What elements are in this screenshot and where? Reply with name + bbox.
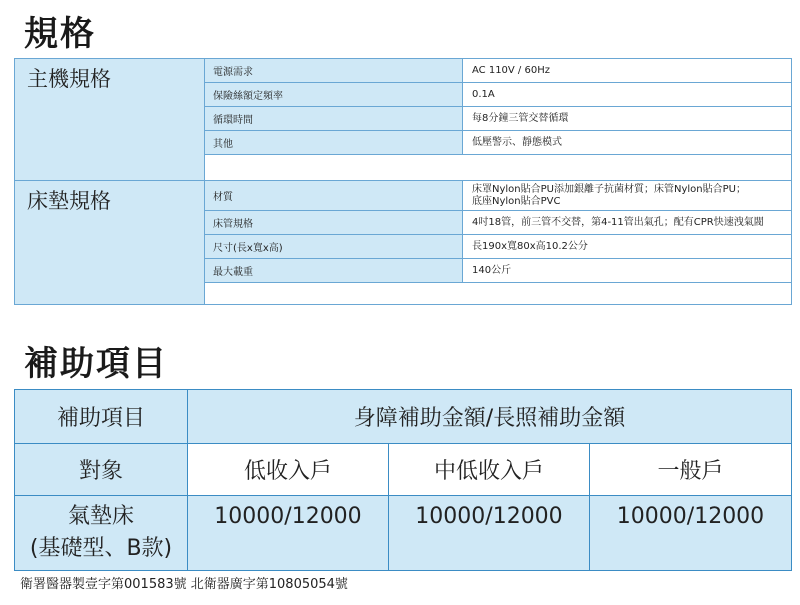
subsidy-target-mid-low-income: 中低收入戶 — [389, 444, 590, 496]
spec-row — [205, 259, 791, 283]
subsidy-item — [15, 496, 188, 570]
spec-value — [463, 181, 791, 210]
spec-value-line2: 底座Nylon貼合PVC — [472, 195, 561, 207]
spec-spacer-row — [205, 283, 791, 304]
subsidy-target-general: 一般戶 — [590, 444, 791, 496]
subsidy-amount-low-income: 10000/12000 — [188, 496, 389, 570]
license-footer: 衛署醫器製壹字第001583號 北衛器廣字第10805054號 — [20, 577, 348, 592]
spec-row — [205, 181, 791, 211]
spec-row — [205, 59, 791, 83]
spec-key: 材質 — [205, 181, 463, 210]
subsidy-target-low-income: 低收入戶 — [188, 444, 389, 496]
spec-value: 4吋18管，前三管不交替，第4-11管出氣孔；配有CPR快速洩氣閥 — [463, 211, 791, 234]
subsidy-header-amount: 身障補助金額/長照補助金額 — [188, 390, 791, 444]
spec-key: 床管規格 — [205, 211, 463, 234]
spec-value: 140公斤 — [463, 259, 791, 282]
spec-value: AC 110V / 60Hz — [463, 59, 791, 82]
spec-value: 低壓警示、靜態模式 — [463, 131, 791, 154]
spec-key: 其他 — [205, 131, 463, 154]
subsidy-amount-mid-low-income: 10000/12000 — [389, 496, 590, 570]
spec-value: 每8分鐘三管交替循環 — [463, 107, 791, 130]
spec-row — [205, 83, 791, 107]
spec-category-host: 主機規格 — [15, 59, 205, 181]
spec-key: 電源需求 — [205, 59, 463, 82]
spec-key: 循環時間 — [205, 107, 463, 130]
subsidy-header-label: 補助項目 — [15, 390, 188, 444]
subsidy-amount-general: 10000/12000 — [590, 496, 791, 570]
spec-key: 最大載重 — [205, 259, 463, 282]
spec-row — [205, 107, 791, 131]
spec-value: 長190x寬80x高10.2公分 — [463, 235, 791, 258]
spec-row — [205, 211, 791, 235]
subsidy-section-title: 補助項目 — [24, 344, 168, 384]
spec-row — [205, 131, 791, 155]
spec-value-line1: 床罩Nylon貼合PU添加銀離子抗菌材質；床管Nylon貼合PU； — [472, 183, 746, 195]
spec-value: 0.1A — [463, 83, 791, 106]
spec-row — [205, 235, 791, 259]
spec-table — [14, 58, 792, 305]
spec-category-mattress: 床墊規格 — [15, 181, 205, 304]
subsidy-target-label: 對象 — [15, 444, 188, 496]
subsidy-table — [14, 389, 792, 571]
spec-section-title: 規格 — [24, 14, 96, 54]
spec-key: 尺寸(長x寬x高) — [205, 235, 463, 258]
subsidy-item-name: 氣墊床 — [67, 504, 134, 529]
subsidy-item-model: (基礎型、B款) — [29, 536, 173, 561]
spec-key: 保險絲額定頻率 — [205, 83, 463, 106]
spec-spacer-row — [205, 155, 791, 181]
